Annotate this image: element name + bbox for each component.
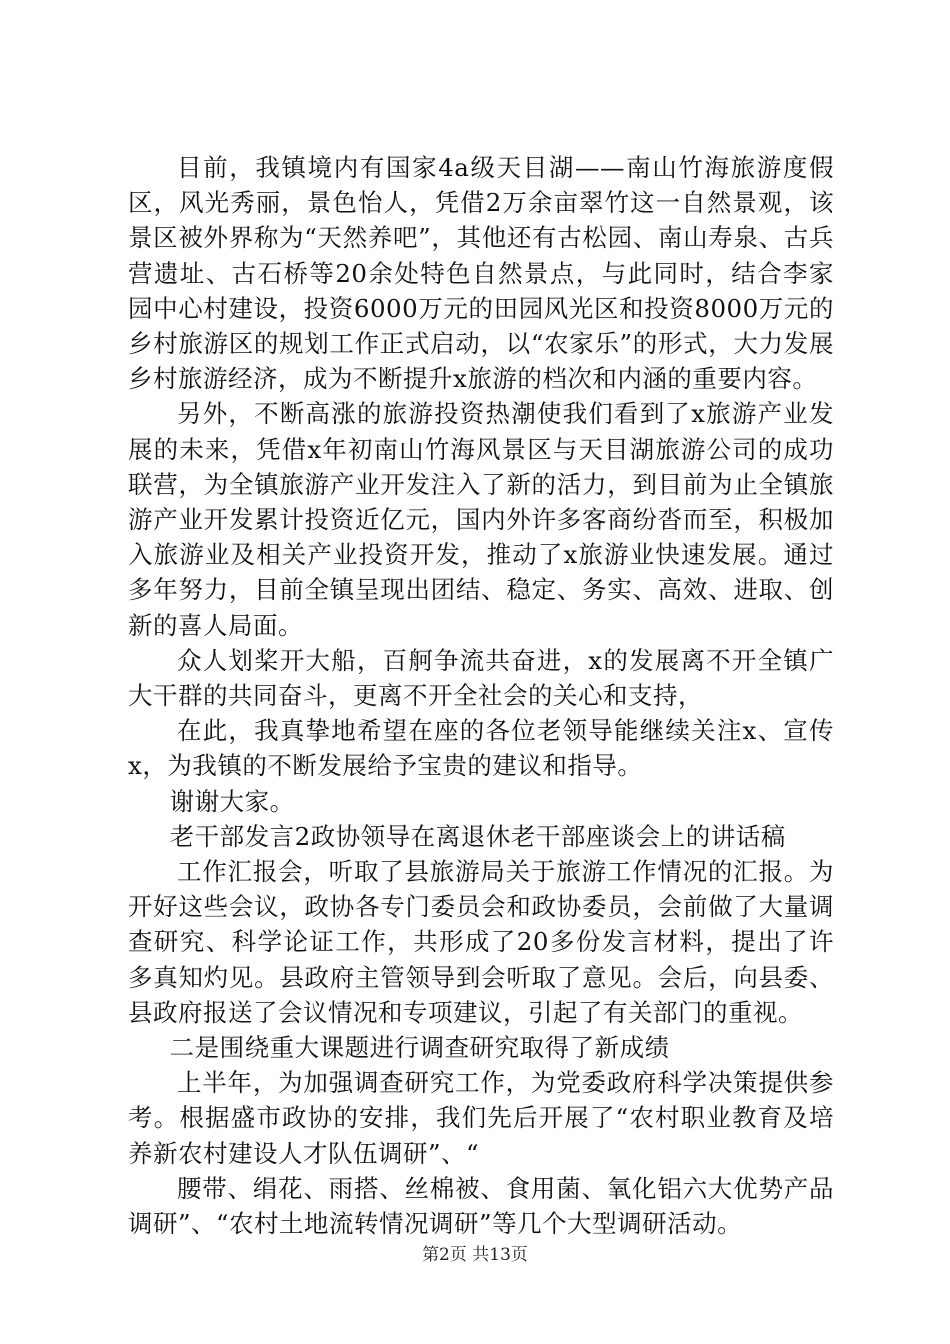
paragraph: 在此，我真挚地希望在座的各位老领导能继续关注x、宣传x，为我镇的不断发展给予宝贵的建议和指导。 (128, 716, 834, 781)
section-heading: 老干部发言2政协领导在离退休老干部座谈会上的讲话稿 (169, 821, 786, 851)
section-heading: 二是围绕重大课题进行调查研究取得了新成绩 (169, 1033, 670, 1063)
page-number-footer: 第2页 共13页 (422, 1245, 528, 1265)
paragraph: 众人划桨开大船，百舸争流共奋进，x的发展离不开全镇广大干群的共同奋斗，更离不开全社会的关心和支持， (128, 645, 834, 711)
document-body (128, 150, 834, 1241)
paragraph: 工作汇报会，听取了县旅游局关于旅游工作情况的汇报。为开好这些会议，政协各专门委员会和政协委员，会前做了大量调查研究、科学论证工作，共形成了20多份发言材料，提出了许多真知灼见。县政府主管领导到会听取了意见。会后，向县委、县政府报送了会议情况和专项建议，引起了有关部门的重视。 (128, 857, 834, 1027)
paragraph: 上半年，为加强调查研究工作，为党委政府科学决策提供参考。根据盛市政协的安排，我们先后开展了“农村职业教育及培养新农村建设人才队伍调研”、“ (128, 1068, 834, 1168)
paragraph: 另外，不断高涨的旅游投资热潮使我们看到了x旅游产业发展的未来，凭借x年初南山竹海风景区与天目湖旅游公司的成功联营，为全镇旅游产业开发注入了新的活力，到目前为止全镇旅游产业开发累计投资近亿元，国内外许多客商纷沓而至，积极加入旅游业及相关产业投资开发，推动了x旅游业快速发展。通过多年努力，目前全镇呈现出团结、稳定、务实、高效、进取、创新的喜人局面。 (128, 399, 834, 640)
paragraph: 腰带、绢花、雨搭、丝棉被、食用菌、氧化铝六大优势产品调研”、“农村土地流转情况调研”等几个大型调研活动。 (128, 1173, 834, 1239)
paragraph: 目前，我镇境内有国家4a级天目湖——南山竹海旅游度假区，风光秀丽，景色怡人，凭借2万余亩翠竹这一自然景观，该景区被外界称为“天然养吧”，其他还有古松园、南山寿泉、古兵营遗址、古石桥等20余处特色自然景点，与此同时，结合李家园中心村建设，投资6000万元的田园风光区和投资8000万元的乡村旅游区的规划工作正式启动，以“农家乐”的形式，大力发展乡村旅游经济，成为不断提升x旅游的档次和内涵的重要内容。 (128, 153, 834, 394)
paragraph: 谢谢大家。 (169, 786, 295, 816)
